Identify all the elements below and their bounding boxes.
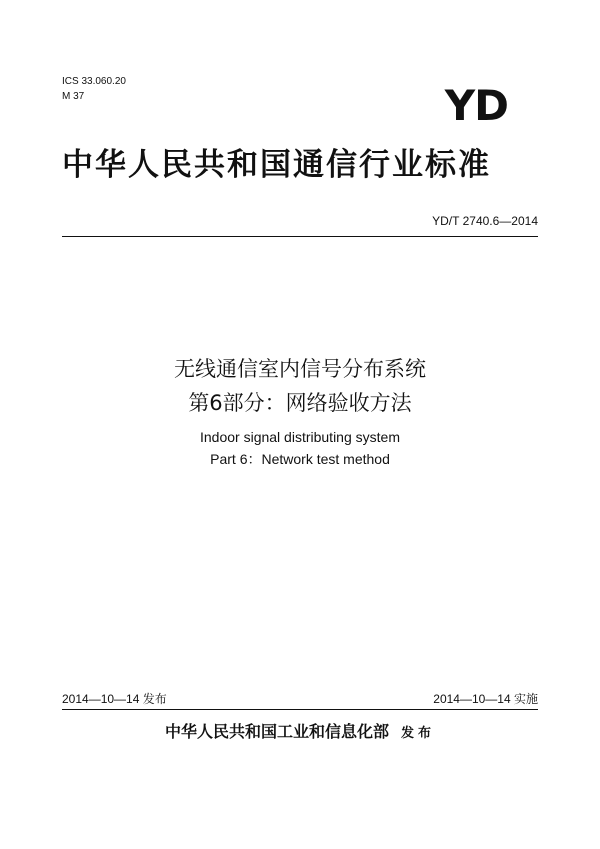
issuer-line xyxy=(0,719,600,742)
title-cn-line1: 无线通信室内信号分布系统 xyxy=(174,357,426,381)
yd-logo: YD xyxy=(444,81,508,130)
publish-date: 2014—10—14 发布 xyxy=(62,692,167,706)
standard-title: 中华人民共和国通信行业标准 xyxy=(62,147,491,183)
bottom-divider xyxy=(62,709,538,710)
title-cn-line2: 第6部分：网络验收方法 xyxy=(188,391,412,415)
standard-number: YD/T 2740.6—2014 xyxy=(432,214,538,228)
classification-codes xyxy=(62,74,126,104)
issuer-action: 发布 xyxy=(401,726,436,741)
effective-date: 2014—10—14 实施 xyxy=(433,692,538,706)
title-en-line1: Indoor signal distributing system xyxy=(200,429,400,445)
title-en-line2: Part 6：Network test method xyxy=(210,451,390,467)
issuer-name: 中华人民共和国工业和信息化部 xyxy=(164,722,389,741)
class-code: M 37 xyxy=(62,91,85,102)
ics-code: ICS 33.060.20 xyxy=(62,76,126,87)
top-divider xyxy=(62,236,538,237)
